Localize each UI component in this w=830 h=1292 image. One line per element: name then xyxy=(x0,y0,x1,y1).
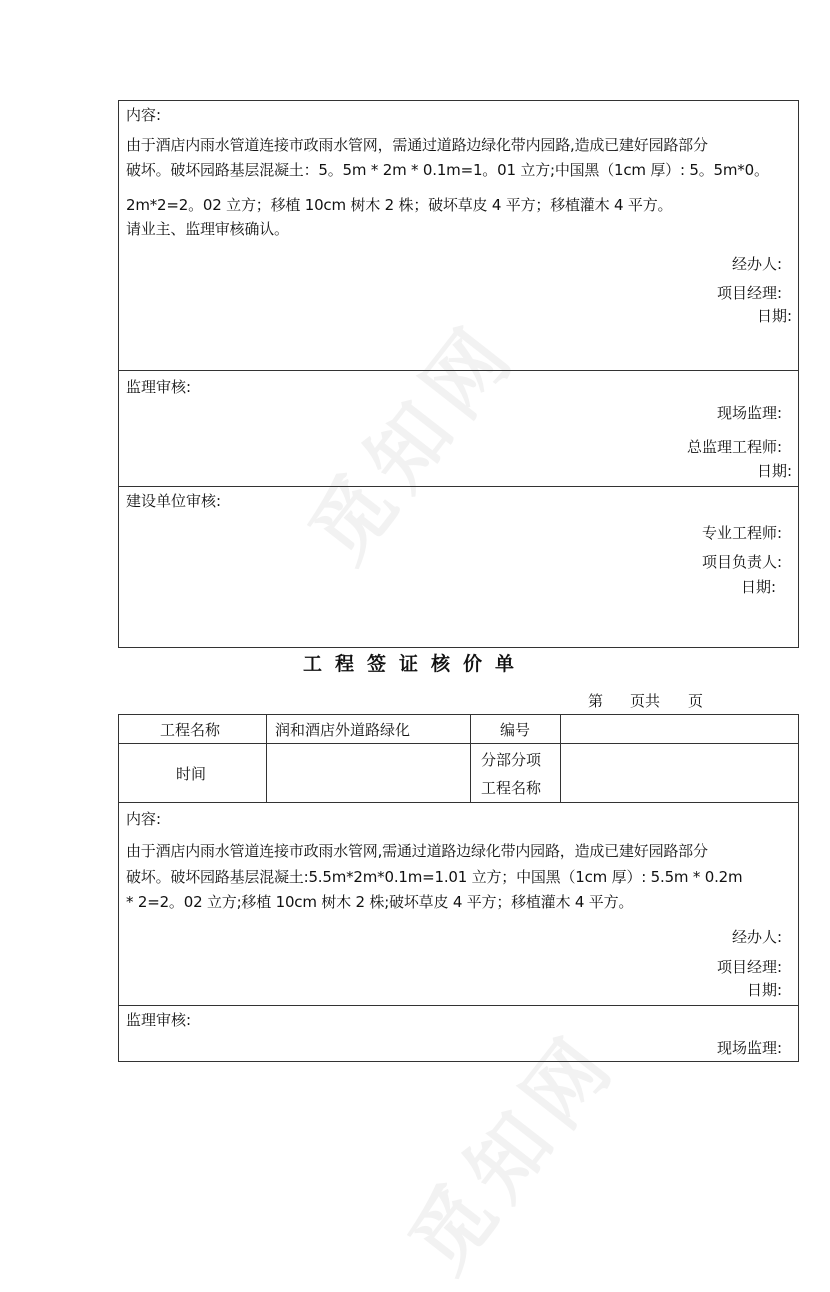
form1-specialist: 专业工程师: xyxy=(701,524,782,542)
page-info-ye: 页 xyxy=(688,692,704,710)
watermark: 觅知网 xyxy=(291,304,536,580)
form1-date: 日期: xyxy=(756,307,792,325)
form2-content-label: 内容: xyxy=(126,810,162,828)
form2-handler: 经办人: xyxy=(731,928,782,946)
form1-owner-label: 建设单位审核: xyxy=(126,492,222,510)
form2-row-line-2 xyxy=(118,802,799,803)
form2-content-line-3: * 2=2。02 立方;移植 10cm 树木 2 株;破坏草皮 4 平方；移植灌木 4 平方。 xyxy=(126,893,634,911)
subproject-label-1: 分部分项 xyxy=(481,751,542,769)
form2-col-line-1 xyxy=(266,714,267,802)
project-name-label: 工程名称 xyxy=(160,721,221,739)
time-label: 时间 xyxy=(176,765,207,783)
form2-content-line-2: 破坏。破坏园路基层混凝土:5.5m*2m*0.1m=1.01 立方；中国黑（1cm 厚）: 5.5m * 0.2m xyxy=(126,868,743,886)
form1-divider-1 xyxy=(118,370,799,371)
form1-site-supervisor: 现场监理: xyxy=(716,404,782,422)
form1-supervision-label: 监理审核: xyxy=(126,378,192,396)
form1-project-lead: 项目负责人: xyxy=(701,553,782,571)
form2-col-line-3 xyxy=(560,714,561,802)
subproject-label-2: 工程名称 xyxy=(481,779,542,797)
form1-content-line-4: 请业主、监理审核确认。 xyxy=(126,220,289,238)
form2-row-line-1 xyxy=(118,743,799,744)
project-name-value: 润和酒店外道路绿化 xyxy=(275,721,411,739)
form2-title: 工程签证核价单 xyxy=(302,653,527,675)
form2-col-line-2 xyxy=(470,714,471,802)
form2-date: 日期: xyxy=(746,981,782,999)
form1-date-3: 日期: xyxy=(740,578,776,596)
watermark-bottom: 觅知网 xyxy=(391,1014,636,1290)
number-label: 编号 xyxy=(500,721,531,739)
form1-chief-supervisor: 总监理工程师: xyxy=(686,438,782,456)
form1-date-2: 日期: xyxy=(756,462,792,480)
page-info-ye-gong: 页共 xyxy=(630,692,661,710)
form1-table xyxy=(118,100,799,648)
form2-content-line-1: 由于酒店内雨水管道连接市政雨水管网,需通过道路边绿化带内园路，造成已建好园路部分 xyxy=(126,842,708,860)
form2-row-line-3 xyxy=(118,1005,799,1006)
form1-content-label: 内容: xyxy=(126,106,162,124)
form2-site-supervisor: 现场监理: xyxy=(716,1039,782,1057)
form1-divider-2 xyxy=(118,486,799,487)
form1-handler: 经办人: xyxy=(731,255,782,273)
form1-content-line-3: 2m*2=2。02 立方；移植 10cm 树木 2 株；破坏草皮 4 平方；移植灌木 4 平方。 xyxy=(126,196,673,214)
form1-project-manager: 项目经理: xyxy=(716,284,782,302)
form1-content-line-1: 由于酒店内雨水管道连接市政雨水管网，需通过道路边绿化带内园路,造成已建好园路部分 xyxy=(126,136,708,154)
form1-content-line-2: 破坏。破坏园路基层混凝土：5。5m * 2m * 0.1m=1。01 立方;中国黑（1cm 厚）: 5。5m*0。 xyxy=(126,161,769,179)
page-info-di: 第 xyxy=(588,692,604,710)
form2-supervision-label: 监理审核: xyxy=(126,1011,192,1029)
form2-project-manager: 项目经理: xyxy=(716,958,782,976)
